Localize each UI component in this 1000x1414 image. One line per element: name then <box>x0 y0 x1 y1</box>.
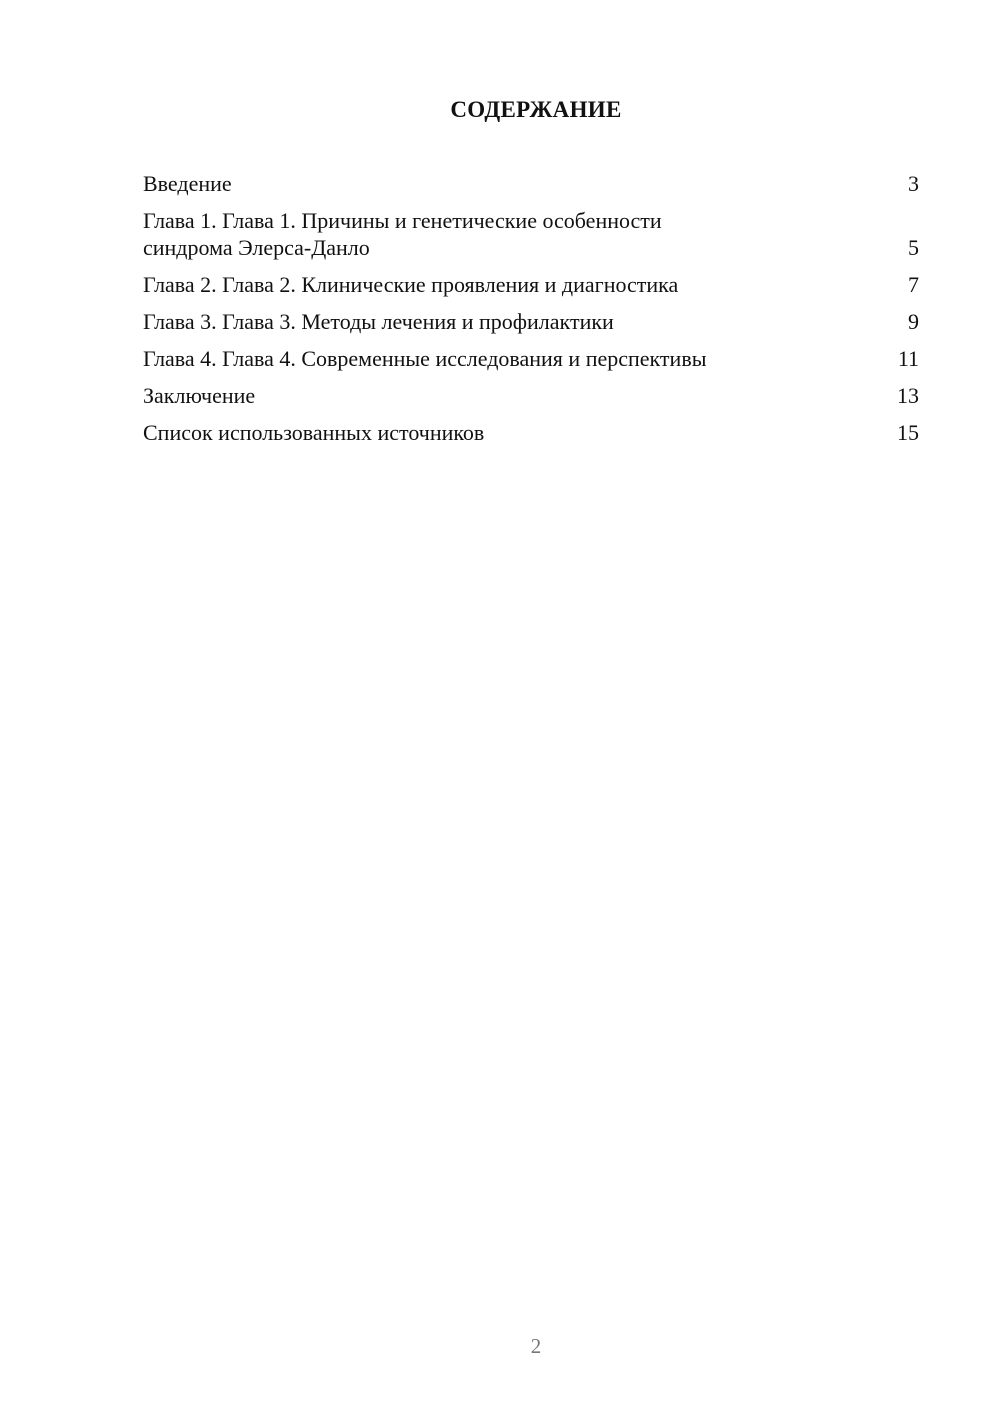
toc-entry-chapter-1[interactable] <box>143 207 919 261</box>
toc-entry-text: Глава 4. Глава 4. Современные исследования и перспективы <box>143 346 707 371</box>
toc-entry-page: 7 <box>908 272 919 297</box>
toc-entry-page: 5 <box>908 235 919 260</box>
toc-entry-page: 11 <box>897 346 919 371</box>
toc-entry-page: 15 <box>897 420 919 445</box>
toc-entry-text: Введение <box>143 171 232 196</box>
page-number: 2 <box>530 1334 542 1358</box>
toc-entry-text: Заключение <box>143 383 256 408</box>
toc-entry-conclusion[interactable] <box>143 382 919 409</box>
toc-entry-references[interactable] <box>143 419 919 446</box>
toc-entry-text: Глава 2. Глава 2. Клинические проявления и диагностика <box>143 272 679 297</box>
toc-entry-text: Список использованных источников <box>143 420 485 445</box>
table-of-contents <box>143 170 919 456</box>
toc-entry-text: Глава 1. Глава 1. Причины и генетические особенности синдрома Элерса-Данло <box>143 208 662 260</box>
toc-entry-page: 3 <box>908 171 919 196</box>
toc-entry-chapter-3[interactable] <box>143 308 919 335</box>
toc-entry-introduction[interactable] <box>143 170 919 197</box>
toc-entry-chapter-4[interactable] <box>143 345 919 372</box>
toc-title: СОДЕРЖАНИЕ <box>450 97 622 122</box>
toc-entry-page: 9 <box>908 309 919 334</box>
toc-entry-chapter-2[interactable] <box>143 271 919 298</box>
toc-entry-page: 13 <box>897 383 919 408</box>
toc-entry-text: Глава 3. Глава 3. Методы лечения и профилактики <box>143 309 614 334</box>
